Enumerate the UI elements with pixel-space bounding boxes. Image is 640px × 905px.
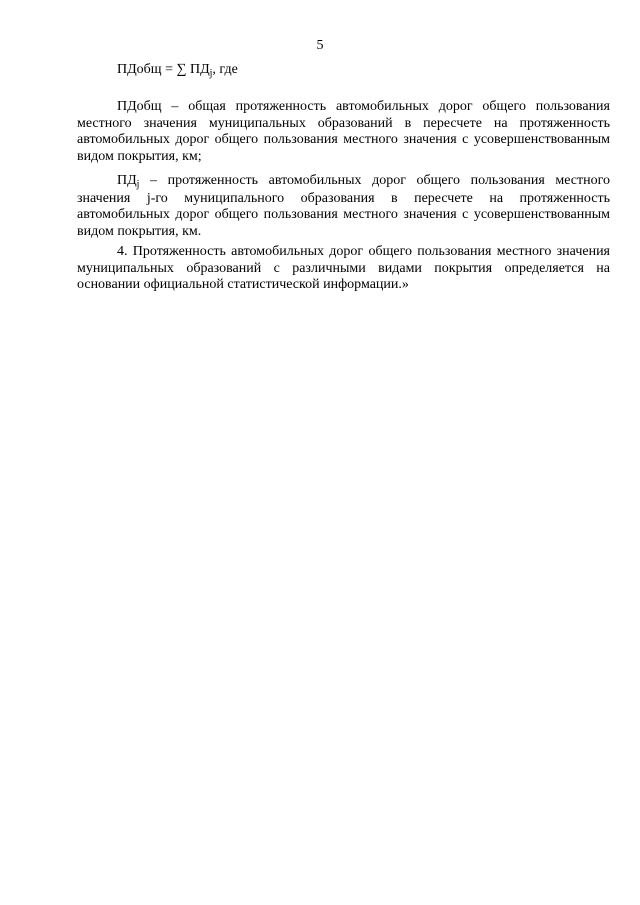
paragraph-item-4 bbox=[77, 244, 610, 294]
formula bbox=[117, 61, 238, 80]
formula-equals: = bbox=[165, 62, 173, 77]
paragraph-lead-subscript: j bbox=[136, 179, 140, 190]
paragraph-text: ПДобщ – общая протяженность автомобильных дорог общего пользования местного значения муниципальных образований в пересчете на протяженность автомобильных дорог общего пользования местного значения с усовершенствованным видом покрытия, км; bbox=[77, 99, 610, 164]
paragraph-text: 4. Протяженность автомобильных дорог общего пользования местного значения муниципальных образований с различными видами покрытия определяется на основании официальной статистической информации.» bbox=[77, 244, 610, 293]
paragraph-text bbox=[77, 173, 610, 240]
formula-lhs: ПДобщ bbox=[117, 62, 162, 77]
formula-tail: , где bbox=[212, 62, 238, 77]
formula-term: ПД bbox=[189, 62, 210, 77]
paragraph-total-length-definition bbox=[77, 99, 610, 165]
paragraph-municipal-length-definition bbox=[77, 173, 610, 240]
paragraph-body: – протяженность автомобильных дорог общего пользования местного значения j-го муниципального образования в пересчете на протяженность автомобильных дорог общего пользования местного значения с усовершенствованным видом покрытия, км. bbox=[77, 173, 610, 239]
formula-term-subscript: j bbox=[209, 68, 213, 79]
page-number: 5 bbox=[316, 38, 324, 53]
formula-sum-sign: ∑ bbox=[176, 62, 187, 77]
paragraph-lead-term: ПД bbox=[117, 173, 137, 188]
